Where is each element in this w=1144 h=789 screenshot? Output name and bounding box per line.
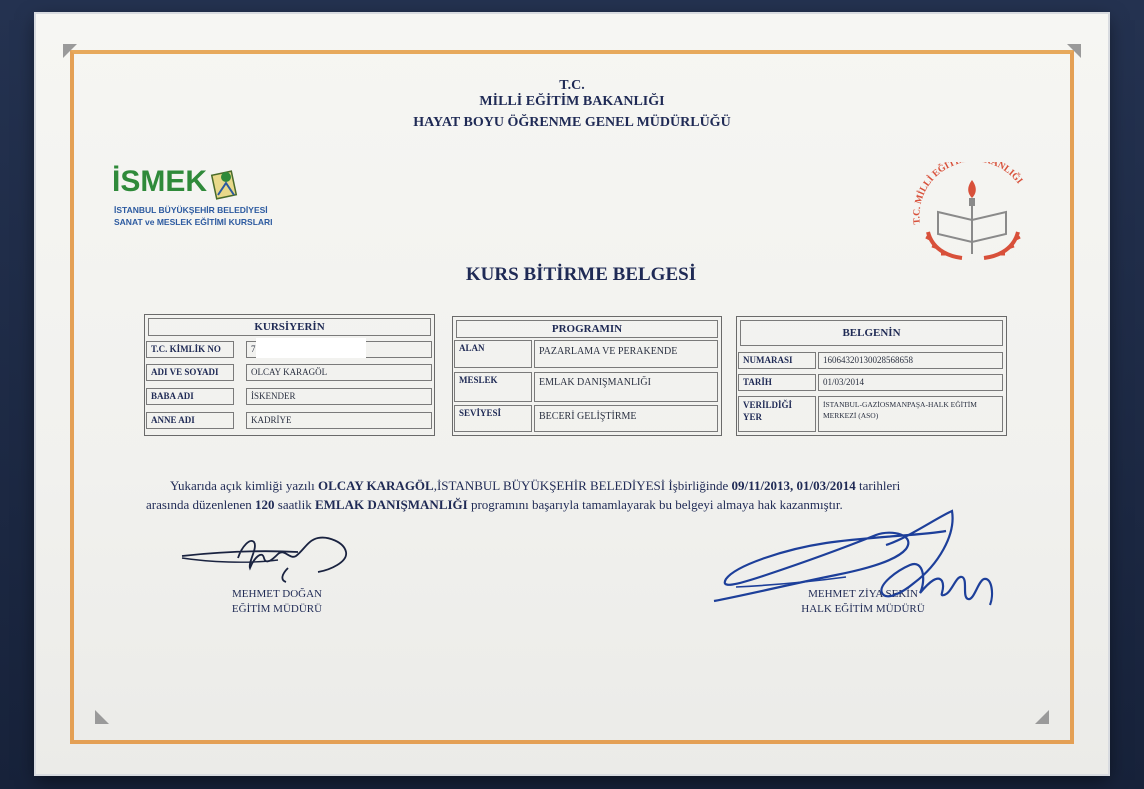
- belge-value-number: 16064320130028568658: [818, 352, 1003, 369]
- course-hours: 120: [255, 497, 275, 512]
- kursiyer-value-tc: 7: [246, 341, 432, 358]
- course-program: EMLAK DANIŞMANLIĞI: [314, 497, 468, 512]
- text-segment: programını başarıyla tamamlayarak bu belgeyi almaya hak kazanmıştır.: [467, 497, 843, 512]
- certificate-title: KURS BİTİRME BELGESİ: [465, 264, 697, 285]
- ismek-logo-subtitle-1: İSTANBUL BÜYÜKŞEHİR BELEDİYESİ: [114, 205, 268, 215]
- kursiyer-label-father: BABA ADI: [146, 388, 234, 405]
- program-label-meslek: MESLEK: [454, 372, 532, 402]
- left-signature-icon: [178, 528, 358, 588]
- belge-label-number: NUMARASI: [738, 352, 816, 369]
- course-dates: 09/11/2013, 01/03/2014: [731, 478, 856, 493]
- partner-name: İSTANBUL BÜYÜKŞEHİR BELEDİYESİ: [436, 478, 666, 493]
- text-segment: İşbirliğinde: [665, 478, 732, 493]
- header-directorate: HAYAT BOYU ÖĞRENME GENEL MÜDÜRLÜĞÜ: [413, 115, 731, 130]
- ismek-logo-subtitle-2: SANAT ve MESLEK EĞİTİMİ KURSLARI: [114, 217, 273, 227]
- program-label-alan: ALAN: [454, 340, 532, 368]
- text-segment: saatlik: [274, 497, 315, 512]
- kursiyer-label-name: ADI VE SOYADI: [146, 364, 234, 381]
- kursiyer-value-mother: KADRİYE: [246, 412, 432, 429]
- program-heading: PROGRAMIN: [456, 320, 718, 338]
- program-value-meslek: EMLAK DANIŞMANLIĞI: [534, 372, 718, 402]
- ismek-figure-icon: [210, 167, 240, 201]
- kursiyer-label-mother: ANNE ADI: [146, 412, 234, 429]
- header-tc: T.C.: [559, 78, 585, 93]
- kursiyer-value-father: İSKENDER: [246, 388, 432, 405]
- belge-value-place: İSTANBUL-GAZİOSMANPAŞA-HALK EĞİTİM MERKEZİ (ASO): [818, 396, 1003, 432]
- text-segment: ,: [433, 478, 437, 493]
- left-signer-title: EĞİTİM MÜDÜRÜ: [231, 603, 323, 615]
- belge-label-date: TARİH: [738, 374, 816, 391]
- kursiyer-heading: KURSİYERİN: [148, 318, 431, 336]
- text-segment: tarihleri: [855, 478, 901, 493]
- svg-text:T.C. MİLLİ EĞİTİM BAKANLIĞI: [912, 162, 1024, 225]
- redaction-mask: [256, 338, 366, 358]
- right-signer-title: HALK EĞİTİM MÜDÜRÜ: [801, 603, 925, 615]
- kursiyer-value-name: OLCAY KARAGÖL: [246, 364, 432, 381]
- ismek-logo: [112, 165, 273, 235]
- program-value-alan: PAZARLAMA VE PERAKENDE: [534, 340, 718, 368]
- right-signer-name: MEHMET ZİYA SEKİN: [808, 588, 918, 600]
- belge-heading: BELGENİN: [740, 320, 1003, 346]
- belge-label-place: VERİLDİĞİ YER: [738, 396, 816, 432]
- corner-ornament-icon: [95, 710, 109, 724]
- right-signature-icon: [706, 505, 1006, 620]
- corner-ornament-icon: [63, 44, 77, 58]
- meb-logo: [902, 162, 1044, 270]
- header-ministry: MİLLİ EĞİTİM BAKANLIĞI: [479, 94, 665, 109]
- belge-value-date: 01/03/2014: [818, 374, 1003, 391]
- meb-logo-text: T.C. MİLLİ EĞİTİ ANLIĞI: [912, 162, 1025, 225]
- ismek-logo-word: İSMEK: [112, 165, 208, 198]
- left-signer-name: MEHMET DOĞAN: [232, 588, 322, 600]
- certificate-text-line-1: [170, 478, 1030, 494]
- kursiyer-label-tc: T.C. KİMLİK NO: [146, 341, 234, 358]
- program-value-seviye: BECERİ GELİŞTİRME: [534, 405, 718, 432]
- program-label-seviye: SEVİYESİ: [454, 405, 532, 432]
- text-segment: Yukarıda açık kimliği yazılı: [170, 478, 319, 493]
- corner-ornament-icon: [1035, 710, 1049, 724]
- corner-ornament-icon: [1067, 44, 1081, 58]
- recipient-name: OLCAY KARAGÖL: [318, 478, 434, 493]
- text-segment: arasında düzenlenen: [146, 497, 256, 512]
